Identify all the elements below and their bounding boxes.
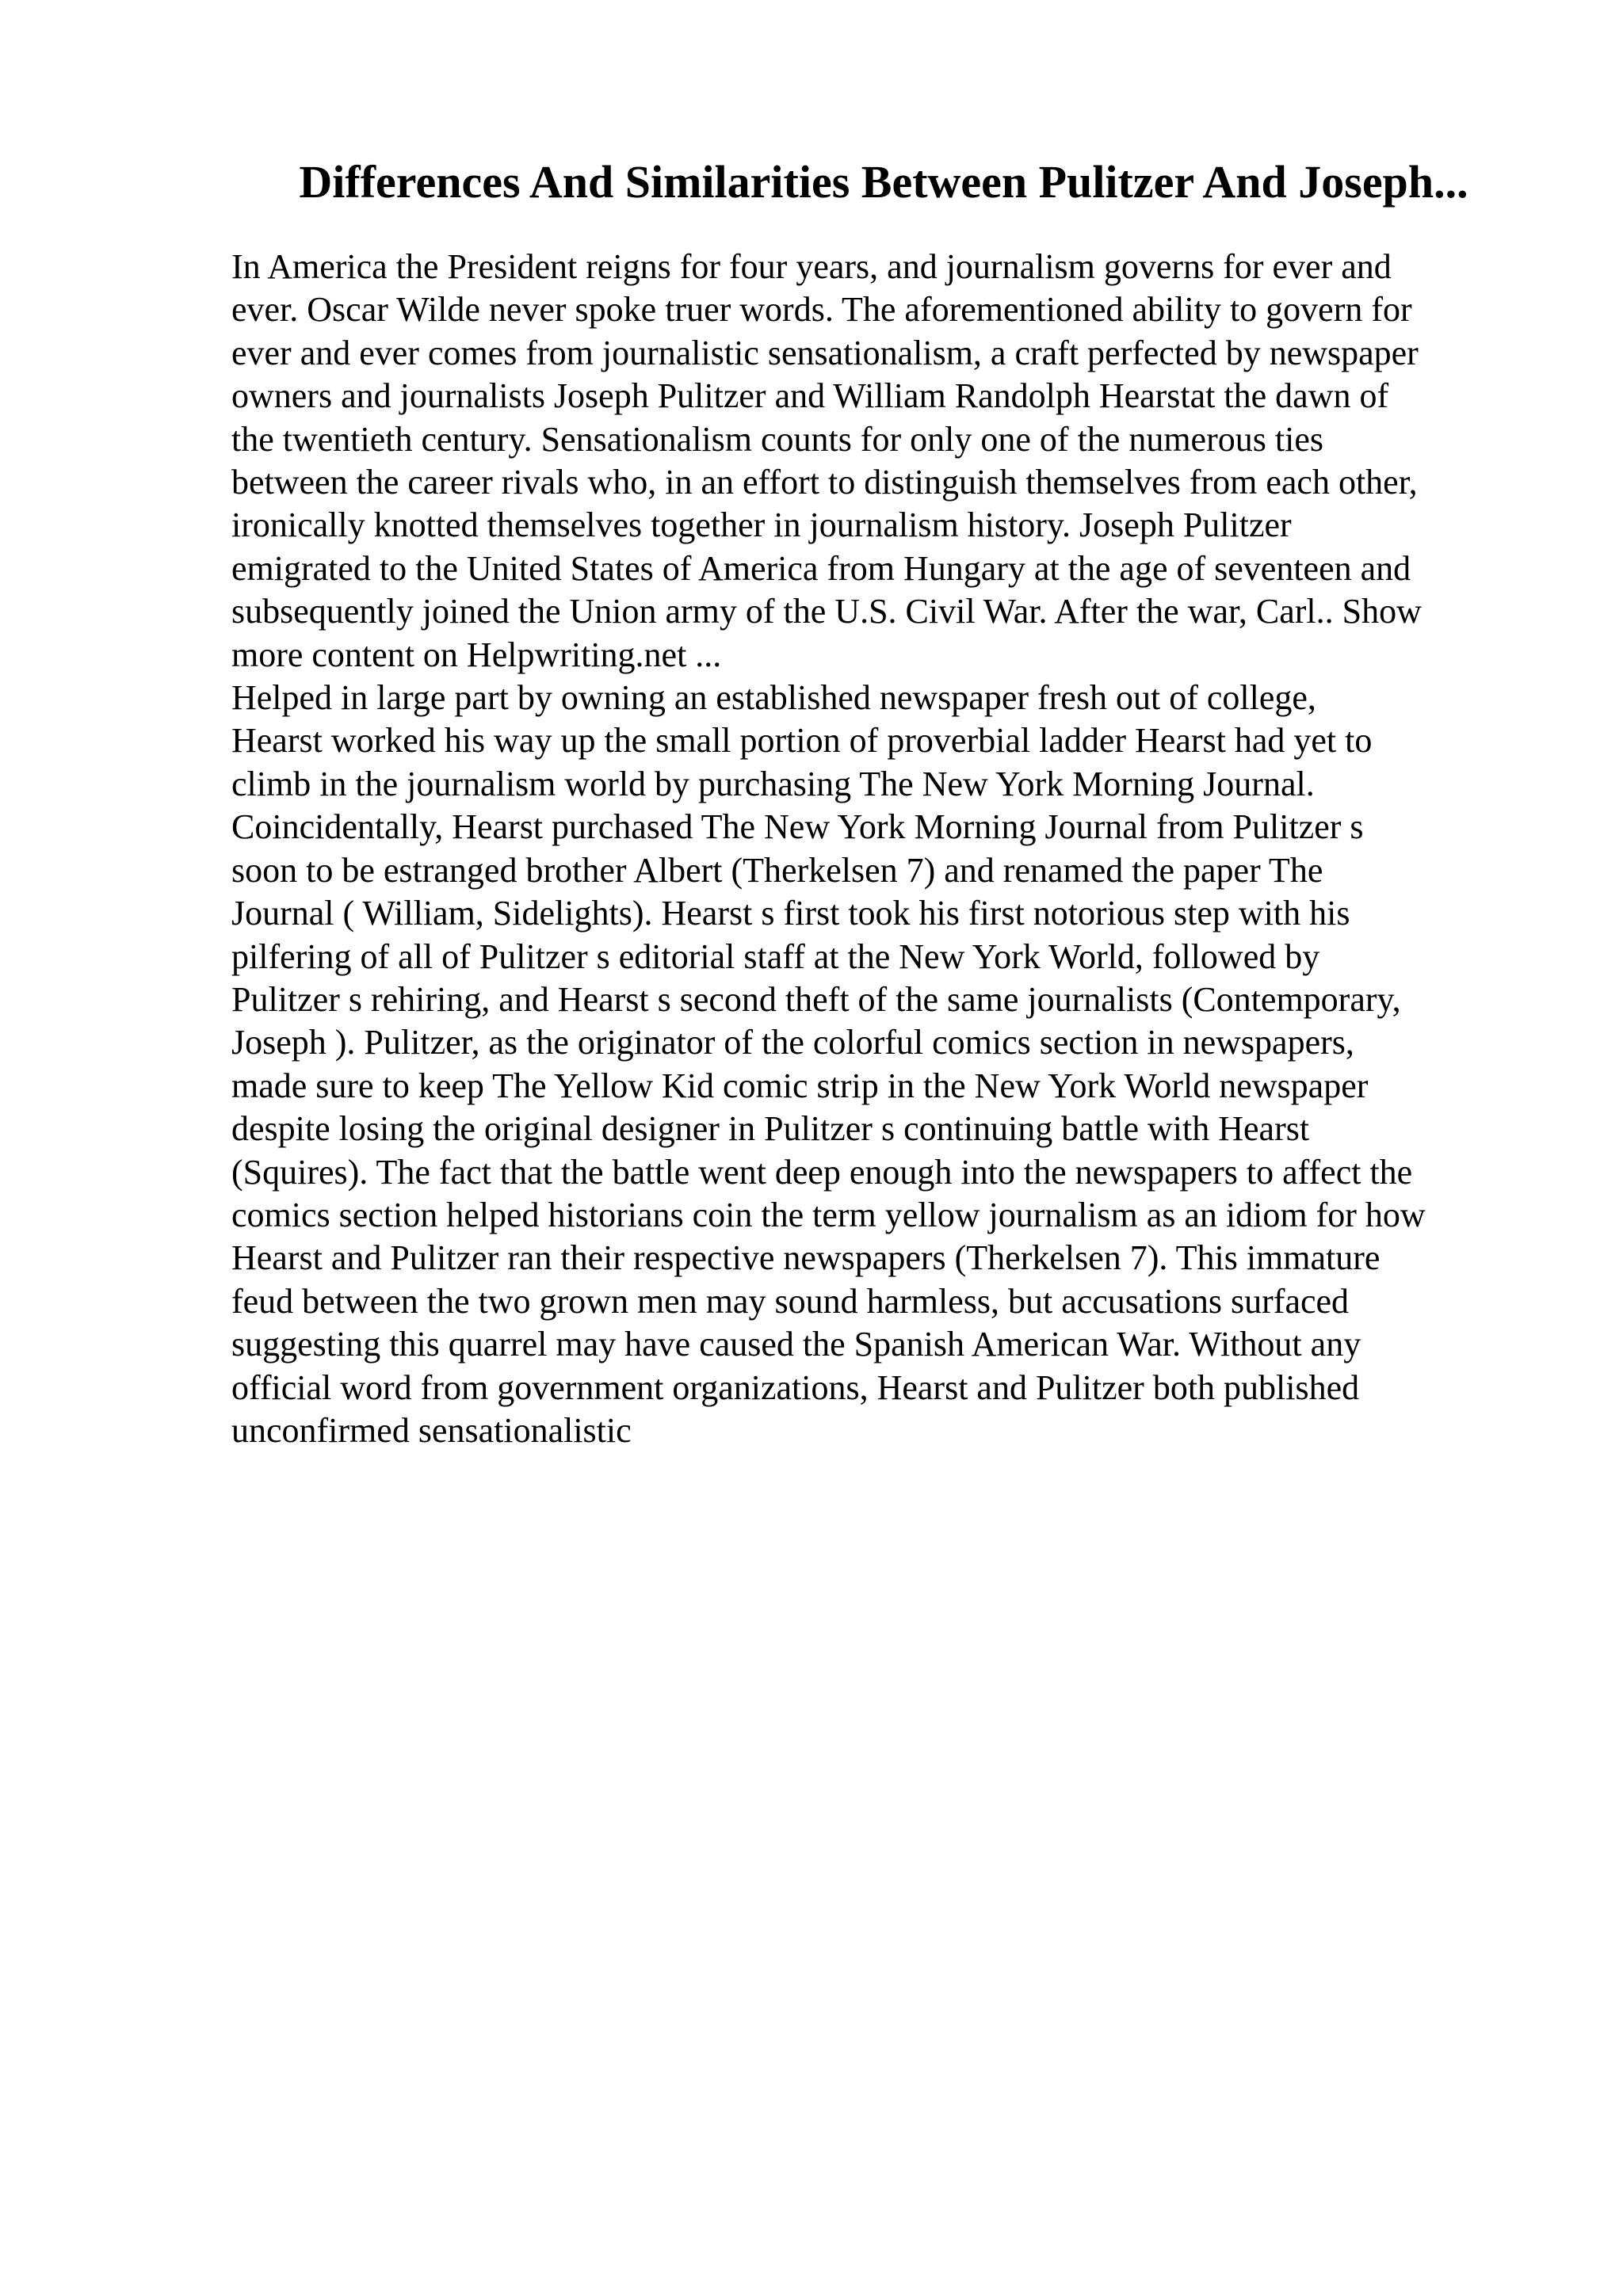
text-line: Joseph ). Pulitzer, as the originator of the colorful comics section in newspapers, (231, 1023, 1354, 1062)
text-line: Hearst and Pulitzer ran their respective newspapers (Therkelsen 7). This immature (231, 1238, 1381, 1278)
text-line: made sure to keep The Yellow Kid comic strip in the New York World newspaper (231, 1066, 1369, 1105)
text-line: ironically knotted themselves together in journalism history. Joseph Pulitzer (231, 505, 1292, 545)
paragraph-2 (231, 677, 1579, 1452)
text-line: despite losing the original designer in Pulitzer s continuing battle with Hearst (231, 1109, 1310, 1149)
document-body (231, 246, 1579, 1452)
text-line: Journal ( William, Sidelights). Hearst s first took his first notorious step with his (231, 894, 1350, 933)
document-title: Differences And Similarities Between Pulitzer And Joseph... (299, 156, 1468, 208)
text-line: feud between the two grown men may sound harmless, but accusations surfaced (231, 1281, 1350, 1321)
text-line: subsequently joined the Union army of the U.S. Civil War. After the war, Carl.. Show (231, 592, 1422, 631)
text-line: emigrated to the United States of America from Hungary at the age of seventeen and (231, 548, 1411, 588)
text-line: between the career rivals who, in an effort to distinguish themselves from each other, (231, 463, 1418, 502)
text-line: ever and ever comes from journalistic sensationalism, a craft perfected by newspaper (231, 333, 1419, 372)
text-line: comics section helped historians coin the term yellow journalism as an idiom for how (231, 1195, 1426, 1234)
text-line: owners and journalists Joseph Pulitzer and William Randolph Hearstat the dawn of (231, 376, 1389, 416)
text-line: pilfering of all of Pulitzer s editorial staff at the New York World, followed by (231, 936, 1320, 976)
text-line: Helped in large part by owning an established newspaper fresh out of college, (231, 678, 1316, 718)
text-line: soon to be estranged brother Albert (Therkelsen 7) and renamed the paper The (231, 850, 1323, 890)
text-line: suggesting this quarrel may have caused the Spanish American War. Without any (231, 1325, 1361, 1364)
text-line: (Squires). The fact that the battle went deep enough into the newspapers to affect the (231, 1152, 1413, 1192)
text-line: the twentieth century. Sensationalism counts for only one of the numerous ties (231, 419, 1323, 459)
text-line: ever. Oscar Wilde never spoke truer words. The aforementioned ability to govern for (231, 290, 1412, 330)
text-line: Hearst worked his way up the small portion of proverbial ladder Hearst had yet to (231, 721, 1373, 761)
text-line: Pulitzer s rehiring, and Hearst s second theft of the same journalists (Contemporary, (231, 979, 1401, 1019)
text-line: unconfirmed sensationalistic (231, 1410, 632, 1450)
text-line: In America the President reigns for four years, and journalism governs for ever and (231, 247, 1392, 286)
paragraph-1 (231, 246, 1579, 677)
text-line: more content on Helpwriting.net ... (231, 635, 722, 674)
text-line: climb in the journalism world by purchasing The New York Morning Journal. (231, 764, 1315, 803)
text-line: Coincidentally, Hearst purchased The New York Morning Journal from Pulitzer s (231, 807, 1364, 847)
text-line: official word from government organizations, Hearst and Pulitzer both published (231, 1367, 1360, 1407)
